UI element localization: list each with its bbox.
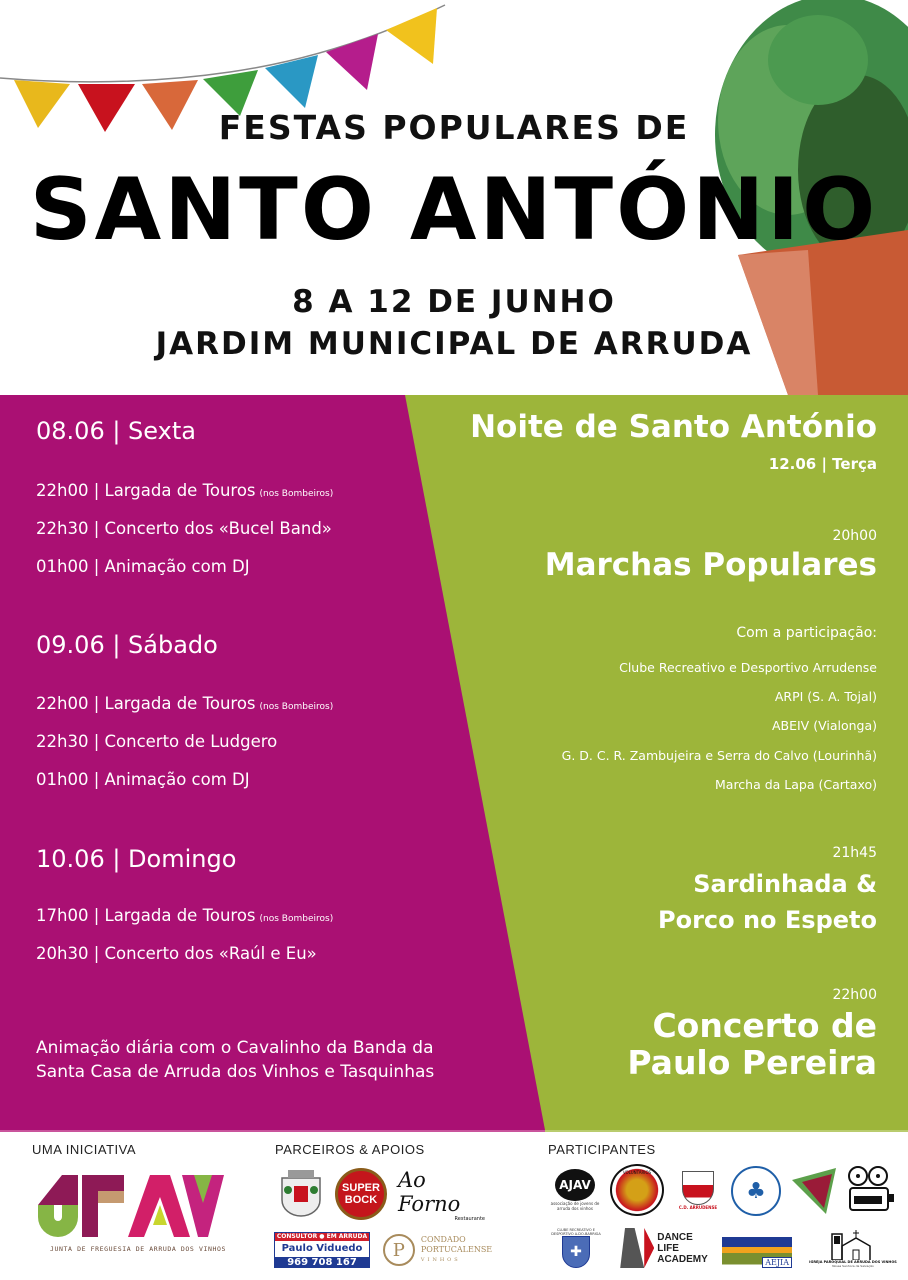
daily-line-2: Santa Casa de Arruda dos Vinhos e Tasquinhas	[36, 1062, 435, 1082]
event-text: 17h00 | Largada de Touros	[36, 906, 256, 925]
participant-item: ARPI (S. A. Tojal)	[774, 689, 877, 704]
ajav-caption: associação de jovens de arruda dos vinhos	[550, 1201, 600, 1211]
consultor-logo	[274, 1232, 370, 1268]
ajav-logo	[548, 1166, 602, 1214]
sardinhada-line-2: Porco no Espeto	[657, 906, 877, 934]
consultor-banner: CONSULTOR ● EM ARRUDA	[276, 1232, 368, 1240]
condado-line-3: VINHOS	[420, 1257, 461, 1263]
ao-forno-text: Ao Forno	[398, 1168, 461, 1216]
event-item	[36, 770, 250, 789]
church-icon	[828, 1230, 878, 1260]
night-title: Noite de Santo António	[470, 409, 877, 445]
day-heading: 09.06 | Sábado	[36, 631, 218, 659]
super-bock-line-1: SUPER	[342, 1182, 380, 1194]
event-item	[36, 519, 332, 538]
consultor-person: Paulo Viduedo	[281, 1242, 363, 1254]
program-panels	[0, 395, 908, 1130]
event-item	[36, 732, 277, 751]
participants-label: PARTICIPANTES	[548, 1142, 656, 1157]
super-bock-logo	[335, 1168, 387, 1220]
event-item	[36, 481, 333, 500]
ao-forno-caption: Restaurante	[454, 1216, 485, 1222]
daily-line-1: Animação diária com o Cavalinho da Banda da	[36, 1038, 434, 1058]
event-item	[36, 557, 250, 576]
poster-header	[0, 0, 908, 395]
concerto-line-1: Concerto de	[652, 1006, 877, 1045]
poster-footer	[0, 1130, 908, 1280]
igreja-text: IGREJA PAROQUIAL DE ARRUDA DOS VINHOS	[809, 1260, 897, 1264]
event-item	[36, 944, 317, 963]
dance-life-academy-logo	[620, 1226, 708, 1270]
event-text: 01h00 | Animação com DJ	[36, 770, 250, 789]
concerto-time: 22h00	[832, 987, 877, 1003]
igreja-caption: Nossa Senhora da Salvação	[832, 1264, 874, 1268]
banda-santa-casa-logo	[731, 1166, 781, 1216]
cross-crest-icon: ✚	[562, 1236, 590, 1268]
sardinhada-time: 21h45	[832, 845, 877, 861]
event-note: (nos Bombeiros)	[259, 914, 334, 924]
dance-line-2: LIFE	[657, 1242, 679, 1254]
night-date: 12.06 | Terça	[768, 455, 877, 473]
green-triangle-club-icon	[790, 1166, 838, 1216]
participant-item: ABEIV (Vialonga)	[771, 718, 877, 733]
initiative-label: UMA INICIATIVA	[32, 1142, 137, 1157]
divider	[545, 1130, 908, 1132]
a-do-barriga-text: CLUBE RECREATIVO E DESPORTIVO A-DO-BARRIGA	[551, 1228, 601, 1236]
day-heading: 10.06 | Domingo	[36, 845, 237, 873]
condado-emblem-icon: P	[383, 1234, 415, 1266]
event-item	[36, 906, 333, 925]
participant-item: Clube Recreativo e Desportivo Arrudense	[619, 660, 877, 675]
concerto-line-2: Paulo Pereira	[627, 1043, 877, 1082]
event-text: 01h00 | Animação com DJ	[36, 557, 250, 576]
participant-item: G. D. C. R. Zambujeira e Serra do Calvo (Lourinhã)	[561, 748, 877, 763]
event-note: (nos Bombeiros)	[259, 489, 334, 499]
aejia-logo	[722, 1222, 792, 1272]
cd-arrudense-crest-icon	[682, 1171, 714, 1205]
condado-portucalense-logo	[380, 1230, 495, 1270]
a-do-barriga-logo	[548, 1222, 604, 1274]
ajav-text: AJAV	[555, 1169, 595, 1201]
sardinhada-line-1: Sardinhada &	[693, 870, 877, 898]
condado-line-2: PORTUCALENSE	[420, 1245, 493, 1254]
participation-label: Com a participação:	[736, 625, 877, 641]
bombeiros-logo	[610, 1164, 664, 1216]
participant-item: Marcha da Lapa (Cartaxo)	[715, 777, 877, 792]
event-dates: 8 A 12 DE JUNHO	[292, 284, 616, 320]
aejia-text: AEJIA	[762, 1257, 792, 1268]
event-item	[36, 694, 333, 713]
arrow-icon	[644, 1228, 654, 1268]
event-venue: JARDIM MUNICIPAL DE ARRUDA	[155, 326, 753, 362]
event-text: 22h30 | Concerto de Ludgero	[36, 732, 278, 751]
super-bock-line-2: BOCK	[344, 1194, 378, 1206]
event-text: 22h00 | Largada de Touros	[36, 694, 256, 713]
marchas-title: Marchas Populares	[544, 547, 877, 583]
partners-label: PARCEIROS & APOIOS	[275, 1142, 425, 1157]
ao-forno-logo	[398, 1168, 493, 1222]
divider	[0, 1130, 545, 1132]
tree-icon: ♣	[746, 1178, 766, 1204]
marchas-time: 20h00	[832, 528, 877, 544]
event-text: 22h30 | Concerto dos «Bucel Band»	[36, 519, 332, 538]
bombeiros-text: VOLUNTÁRIOS	[622, 1170, 652, 1175]
event-text: 20h30 | Concerto dos «Raúl e Eu»	[36, 944, 317, 963]
event-note: (nos Bombeiros)	[259, 702, 334, 712]
cd-arrudense-text: C.D. ARRUDENSE	[678, 1204, 718, 1210]
consultor-top-2: EM ARRUDA	[326, 1232, 368, 1240]
daily-entertainment	[36, 1036, 434, 1084]
igreja-paroquial-logo	[805, 1226, 901, 1272]
jfav-logo-icon	[32, 1175, 224, 1237]
arruda-crest-icon	[274, 1168, 328, 1220]
dancer-icon	[620, 1228, 644, 1268]
film-projector-icon	[846, 1166, 896, 1214]
cd-arrudense-logo	[674, 1166, 722, 1214]
jfav-caption: JUNTA DE FREGUESIA DE ARRUDA DOS VINHOS	[50, 1245, 227, 1253]
condado-line-1: CONDADO	[420, 1235, 466, 1244]
dance-line-3: ACADEMY	[657, 1253, 708, 1265]
dance-line-1: DANCE	[657, 1231, 693, 1243]
title-line-1: FESTAS POPULARES DE	[218, 108, 690, 147]
consultor-phone: 969 708 167	[275, 1257, 369, 1268]
consultor-top: CONSULTOR	[276, 1232, 318, 1240]
title-line-2: SANTO ANTÓNIO	[29, 160, 879, 260]
day-heading: 08.06 | Sexta	[36, 417, 196, 445]
event-text: 22h00 | Largada de Touros	[36, 481, 256, 500]
